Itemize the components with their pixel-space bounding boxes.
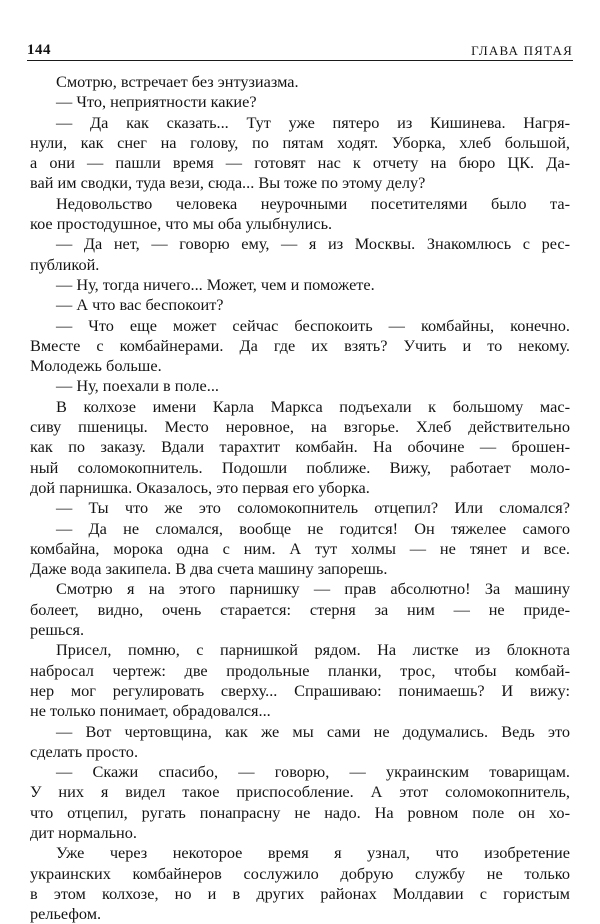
text-line: — Ну, тогда ничего... Может, чем и поможете. bbox=[56, 274, 375, 294]
text-line: нули, как снег на голову, по пятам ходят. Уборка, хлеб большой, bbox=[30, 132, 570, 152]
text-line: — Да как сказать... Тут уже пятеро из Кишинева. Нагря- bbox=[56, 112, 570, 132]
page-header bbox=[27, 42, 573, 61]
text-line: не только понимает, обрадовался... bbox=[30, 701, 271, 721]
text-line: болеет, видно, очень старается: стерня за ним — не приде- bbox=[30, 599, 570, 619]
body-text bbox=[30, 72, 570, 924]
text-line: В колхозе имени Карла Маркса подъехали к большому мас- bbox=[56, 396, 570, 416]
text-line: — Ну, поехали в поле... bbox=[56, 376, 219, 396]
text-line: Недовольство человека неурочными посетителями было та- bbox=[56, 193, 570, 213]
running-head: ГЛАВА ПЯТАЯ bbox=[471, 43, 573, 58]
text-line: У них я видел такое приспособление. А этот соломокопнитель, bbox=[30, 782, 570, 802]
text-line: Даже вода закипела. В два счета машину запорешь. bbox=[30, 559, 388, 579]
text-line: Смотрю я на этого парнишку — прав абсолютно! За машину bbox=[56, 579, 570, 599]
text-line: Уже через некоторое время я узнал, что изобретение bbox=[56, 843, 570, 863]
text-line: вай им сводки, туда вези, сюда... Вы тоже по этому делу? bbox=[30, 173, 426, 193]
text-line: Смотрю, встречает без энтузиазма. bbox=[56, 72, 299, 91]
page-number: 144 bbox=[27, 42, 51, 58]
text-line: комбайна, морока одна с ним. А тут холмы — не тянет и все. bbox=[30, 538, 570, 558]
text-line: — Скажи спасибо, — говорю, — украинским товарищам. bbox=[56, 762, 570, 782]
text-line: рельефом. bbox=[30, 904, 102, 924]
text-line: что отцепил, ругать понапрасну не надо. На ровном поле он хо- bbox=[30, 802, 570, 822]
text-line: — А что вас беспокоит? bbox=[56, 295, 224, 315]
text-line: а они — пашли время — готовят нас к отчету на бюро ЦК. Да- bbox=[30, 153, 570, 173]
text-line: украинских комбайнеров сослужило добрую службу не только bbox=[30, 863, 570, 883]
text-line: — Да не сломался, вообще не годится! Он тяжелее самого bbox=[56, 518, 570, 538]
text-line: Вместе с комбайнерами. Да где их взять? Учить и то некому. bbox=[30, 335, 570, 355]
text-line: сделать просто. bbox=[30, 741, 139, 761]
text-line: — Да нет, — говорю ему, — я из Москвы. Знакомлюсь с рес- bbox=[56, 234, 570, 254]
text-line: нер мог регулировать сверху... Спрашиваю: понимаешь? И вижу: bbox=[30, 680, 570, 700]
text-line: как по заказу. Вдали тарахтит комбайн. На обочине — брошен- bbox=[30, 437, 570, 457]
text-line: — Ты что же это соломокопнитель отцепил? Или сломался? bbox=[56, 498, 570, 518]
text-line: — Что еще может сейчас беспокоить — комбайны, конечно. bbox=[56, 315, 570, 335]
text-line: публикой. bbox=[30, 254, 100, 274]
text-line: сиву пшеницы. Место неровное, на взгорье. Хлеб действительно bbox=[30, 417, 570, 437]
text-line: Присел, помню, с парнишкой рядом. На листке из блокнота bbox=[56, 640, 570, 660]
text-line: набросал чертеж: две продольные планки, трос, чтобы комбай- bbox=[30, 660, 570, 680]
text-line: дой парнишка. Оказалось, это первая его уборка. bbox=[30, 477, 370, 497]
text-line: — Вот чертовщина, как же мы сами не додумались. Ведь это bbox=[56, 721, 570, 741]
text-line: в этом колхозе, но и в других районах Молдавии с гористым bbox=[30, 883, 570, 903]
text-line: — Что, неприятности какие? bbox=[56, 92, 257, 112]
text-line: Молодежь больше. bbox=[30, 356, 162, 376]
text-line: кое простодушное, что мы оба улыбнулись. bbox=[30, 214, 333, 234]
text-line: дит нормально. bbox=[30, 822, 137, 842]
text-line: решься. bbox=[30, 620, 85, 640]
text-line: ный соломокопнитель. Подошли поближе. Вижу, работает моло- bbox=[30, 457, 570, 477]
